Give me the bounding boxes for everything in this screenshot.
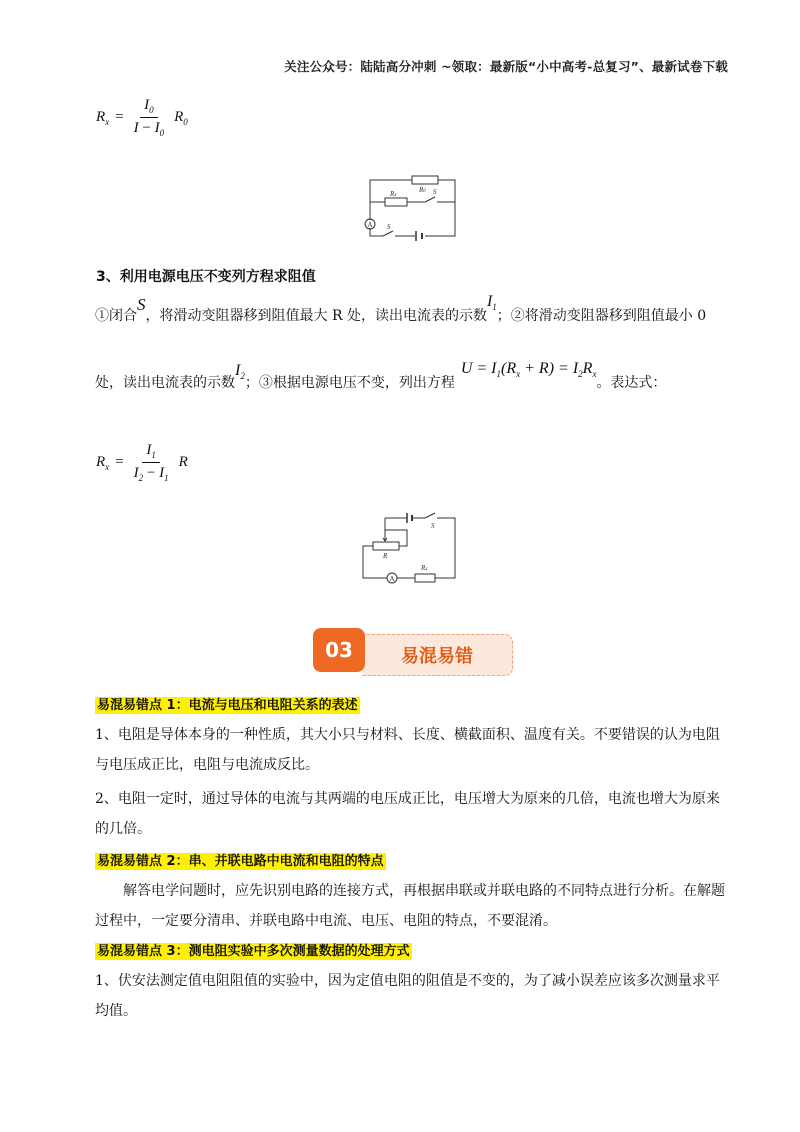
section-banner-number: 03 <box>313 628 365 672</box>
label-s1: S <box>433 188 437 196</box>
confusion-point-3-tag: 易混易错点 3：测电阻实验中多次测量数据的处理方式 <box>97 944 410 959</box>
label-rx: Rx <box>390 190 397 198</box>
label-ammeter: A <box>367 221 373 229</box>
label-ammeter: A <box>389 575 395 583</box>
section-3-line-2: 处，读出电流表的示数$I_2$；③根据电源电压不变，列出方程$U = I_1(R_x + R) = I_2R_x$。表达式： <box>95 360 667 391</box>
circuit-diagram-2 <box>355 508 465 584</box>
resistor-rx <box>415 574 435 582</box>
formula-rx-series: $R_x$ = $\frac{I_1}{I_2 - I_1}$ R <box>96 442 188 483</box>
header-note: 关注公众号：陆陆高分冲刺 ~领取：最新版“小中高考-总复习”、最新试卷下载 <box>284 59 728 74</box>
label-r0: R0 <box>419 186 426 194</box>
circuit-diagram-1 <box>355 172 465 244</box>
label-s: S <box>387 223 391 231</box>
confusion-point-1-tag: 易混易错点 1：电流与电压和电阻关系的表述 <box>97 698 358 713</box>
label-r: R <box>383 552 388 560</box>
confusion-point-1-para-1: 1、电阻是导体本身的一种性质，其大小只与材料、长度、横截面积、温度有关。不要错误的认为电阻与电压成正比，电阻与电流成反比。 <box>95 727 720 773</box>
resistor-rx <box>385 198 407 206</box>
confusion-point-2-para-1: 解答电学问题时，应先识别电路的连接方式，再根据串联或并联电路的不同特点进行分析。在解题过程中，一定要分清串、并联电路中电流、电压、电阻的特点，不要混淆。 <box>95 883 725 929</box>
formula-rx-parallel: $R_x$ = $\frac{I_0}{I - I_0}$ $R_0$ <box>96 97 188 138</box>
label-s: S <box>431 522 435 530</box>
confusion-point-2-tag: 易混易错点 2：串、并联电路中电流和电阻的特点 <box>97 854 384 869</box>
section-3-title: 3、利用电源电压不变列方程求阻值 <box>96 269 316 285</box>
section-banner-title: 易混易错 <box>362 634 513 676</box>
confusion-point-1-para-2: 2、电阻一定时，通过导体的电流与其两端的电压成正比，电压增大为原来的几倍，电流也增大为原来的几倍。 <box>95 791 720 837</box>
section-3-line-1: ①闭合S，将滑动变阻器移到阻值最大 R 处，读出电流表的示数$I_1$；②将滑动变阻器移到阻值最小 0 <box>95 293 707 324</box>
rheostat-r <box>373 542 399 550</box>
confusion-point-3-para-1: 1、伏安法测定值电阻阻值的实验中，因为定值电阻的阻值是不变的，为了减小误差应该多次测量求平均值。 <box>95 973 720 1019</box>
label-rx: Rx <box>421 564 428 572</box>
resistor-r0 <box>412 176 438 184</box>
